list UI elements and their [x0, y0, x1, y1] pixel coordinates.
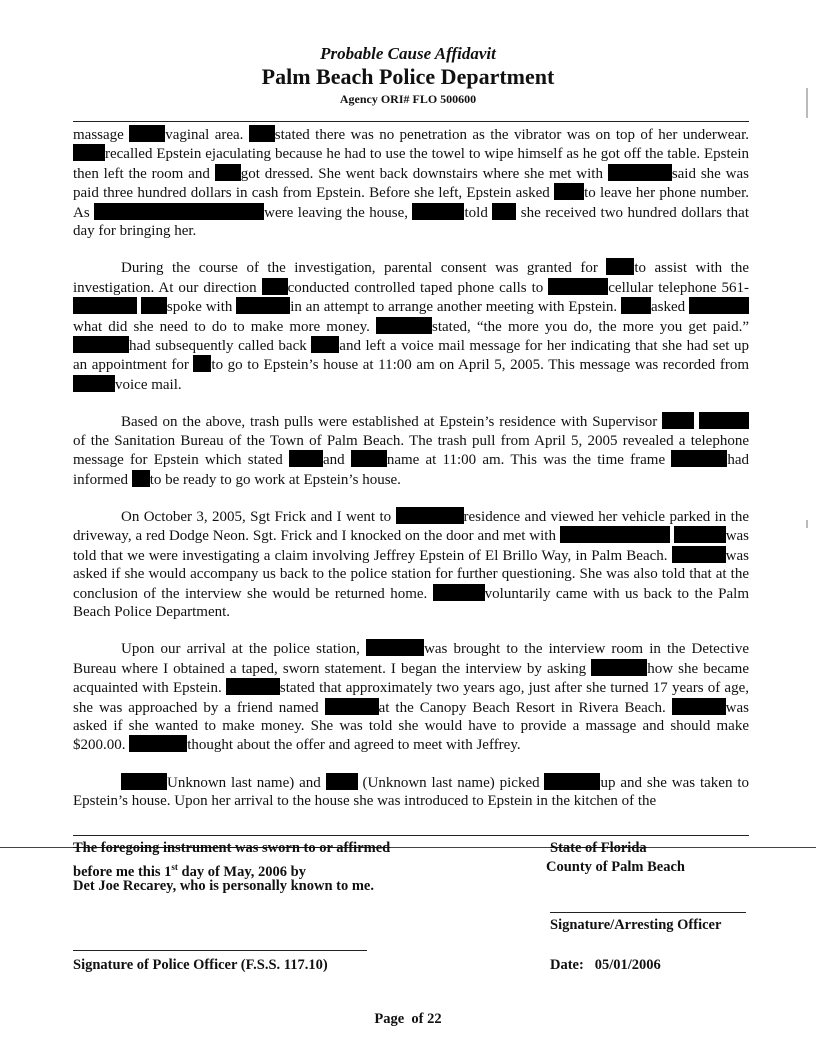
arresting-officer-signature-line [550, 912, 746, 913]
redaction-box [73, 336, 129, 353]
redaction-box [141, 297, 167, 314]
redaction-box [73, 375, 115, 392]
redaction-box [606, 258, 634, 275]
redaction-box [662, 412, 694, 429]
redaction-box [129, 125, 165, 142]
redaction-box [226, 678, 280, 695]
redaction-box [311, 336, 339, 353]
paragraph-6: Unknown last name) and (Unknown last name) picked up and she was taken to Epstein’s house. Upon her arrival to the house she was introduced to Epstein in the kitchen of the [73, 774, 749, 810]
redaction-box [249, 125, 275, 142]
sworn-statement-line-3: Det Joe Recarey, who is personally known to me. [73, 878, 374, 894]
scan-artifact [806, 520, 808, 528]
sworn-statement-line-1: The foregoing instrument was sworn to or affirmed [73, 840, 391, 856]
police-officer-signature-line [73, 950, 367, 951]
agency-ori: Agency ORI# FLO 500600 [339, 92, 477, 106]
redaction-box [591, 659, 647, 676]
redaction-box [671, 450, 727, 467]
redaction-box [433, 584, 485, 601]
redaction-box [672, 546, 726, 563]
redaction-box [121, 773, 167, 790]
arresting-officer-signature-label: Signature/Arresting Officer [550, 917, 722, 933]
paragraph-2: During the course of the investigation, parental consent was granted for to assist with the investigation. At our direction conducted controlled taped phone calls to cellular telephone 561- spoke with in an attempt to arrange another meeting with Epstein. asked what did she need to do to make more money. stated, “the more you do, the more you get paid.” had subsequently called back and left a voice mail message for her indicating that she had set up an appointment for to go to Epstein’s house at 11:00 am on April 5, 2005. This message was recorded from voice mail. [73, 260, 750, 393]
redaction-box [544, 773, 600, 790]
redaction-box [554, 183, 584, 200]
redaction-box [129, 735, 187, 752]
redaction-box [560, 526, 670, 543]
paragraph-1: massage vaginal area. stated there was no penetration as the vibrator was on top of her underwear. recalled Epstein ejaculating because he had to use the towel to wipe himself as he got off the table. Epstein then left the room and got dressed. She went back downstairs where she met with said she was paid three hundred dollars in cash from Epstein. Before she left, Epstein asked to leave her phone number. As were leaving the house, told she received two hundred dollars that day for bringing her. [73, 127, 749, 240]
redaction-box [621, 297, 651, 314]
scan-artifact [806, 88, 808, 118]
redaction-box [608, 164, 672, 181]
redaction-box [94, 203, 264, 220]
redaction-box [193, 355, 211, 372]
redaction-box [672, 698, 726, 715]
redaction-box [699, 412, 749, 429]
page-number: Page of 22 [374, 1011, 442, 1027]
header-rule [73, 121, 749, 122]
redaction-box [236, 297, 290, 314]
document-subtitle: Probable Cause Affidavit [320, 44, 496, 63]
redaction-box [289, 450, 323, 467]
redaction-box [376, 317, 432, 334]
redaction-box [492, 203, 516, 220]
state-label: State of Florida [550, 840, 647, 856]
footer-top-rule [73, 835, 749, 836]
redaction-box [73, 144, 105, 161]
redaction-box [325, 698, 379, 715]
paragraph-3: Based on the above, trash pulls were established at Epstein’s residence with Supervisor of the Sanitation Bureau of the Town of Palm Beach. The trash pull from April 5, 2005 revealed a telephone message for Epstein which stated and name at 11:00 am. This was the time frame had informed to be ready to go work at Epstein’s house. [73, 414, 749, 488]
date-field: Date: 05/01/2006 [550, 957, 661, 973]
affidavit-body [73, 125, 749, 811]
redaction-box [132, 470, 150, 487]
redaction-box [326, 773, 358, 790]
redaction-box [366, 639, 424, 656]
paragraph-5: Upon our arrival at the police station, was brought to the interview room in the Detective Bureau where I obtained a taped, sworn statement. I began the interview by asking how she became acquainted with Epstein. stated that approximately two years ago, just after she turned 17 years of age, she was approached by a friend named at the Canopy Beach Resort in Rivera Beach. was asked if she wanted to make money. She was told she would have to provide a massage and should make $200.00. thought about the offer and agreed to meet with Jeffrey. [73, 641, 749, 754]
redaction-box [396, 507, 464, 524]
redaction-box [548, 278, 608, 295]
redaction-box [674, 526, 726, 543]
redaction-box [412, 203, 464, 220]
redaction-box [351, 450, 387, 467]
redaction-box [73, 297, 137, 314]
paragraph-4: On October 3, 2005, Sgt Frick and I went to residence and viewed her vehicle parked in the driveway, a red Dodge Neon. Sgt. Frick and I knocked on the door and met with was told that we were investigating a claim involving Jeffrey Epstein of El Brillo Way, in Palm Beach. was asked if she would accompany us back to the police station for further questioning. She was also told that at the conclusion of the interview she would be returned home. voluntarily came with us back to the Palm Beach Police Department. [73, 508, 750, 620]
police-officer-signature-label: Signature of Police Officer (F.S.S. 117.10) [73, 957, 328, 973]
redaction-box [262, 278, 288, 295]
sworn-statement-line-2: before me this 1st day of May, 2006 by [73, 862, 306, 880]
department-title: Palm Beach Police Department [261, 64, 555, 89]
redaction-box [689, 297, 749, 314]
county-label: County of Palm Beach [546, 859, 685, 875]
redaction-box [215, 164, 241, 181]
